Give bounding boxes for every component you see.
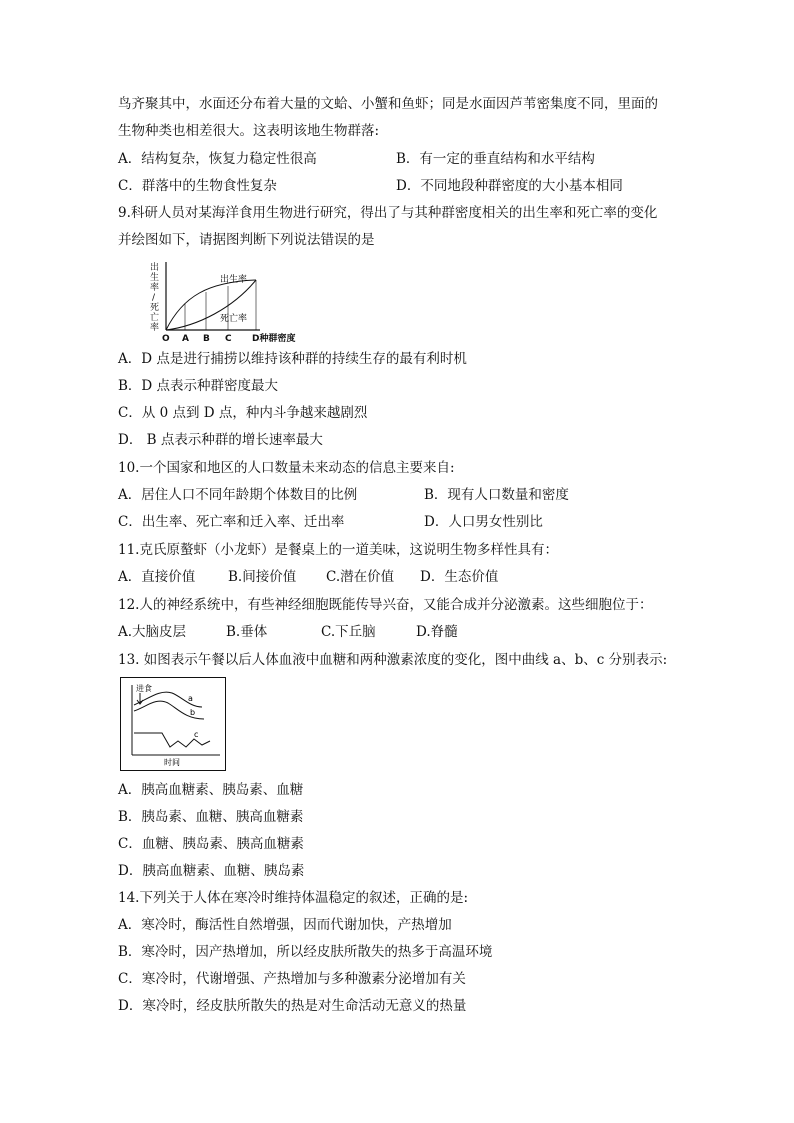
q13-option-b: B．胰岛素、血糖、胰高血糖素 [118, 809, 304, 825]
q12-option-b: B.垂体 [226, 624, 268, 640]
q11-option-a: A．直接价值 [118, 569, 196, 585]
q12-option-a: A.大脑皮层 [118, 624, 187, 640]
death-rate-label: 死亡率 [220, 314, 248, 324]
y-label-char: / [152, 293, 156, 303]
x-tick: B [203, 334, 210, 344]
x-tick: O [162, 334, 170, 344]
q11-option-b: B.间接价值 [228, 569, 297, 585]
q13-option-c: C．血糖、胰岛素、胰高血糖素 [118, 836, 304, 852]
q10-option-a: A．居住人口不同年龄期个体数目的比例 [118, 487, 358, 503]
y-label-char: 出 [150, 263, 160, 273]
q10-option-c: C．出生率、死亡率和迁入率、迁出率 [118, 514, 345, 530]
q14-option-b: B．寒冷时，因产热增加，所以经皮肤所散失的热多于高温环境 [118, 944, 493, 960]
meal-label: 进食 [136, 684, 152, 693]
q14-option-a: A．寒冷时，酶活性自然增强，因而代谢加快，产热增加 [118, 917, 452, 933]
x-tick: A [182, 334, 189, 344]
q9-option-c: C．从 0 点到 D 点，种内斗争越来越剧烈 [118, 405, 368, 421]
q10-stem: 10.一个国家和地区的人口数量未来动态的信息主要来自: [118, 460, 455, 476]
q13-option-a: A．胰高血糖素、胰岛素、血糖 [118, 782, 304, 798]
q13-blood-sugar-figure [120, 677, 226, 771]
q14-option-d: D．寒冷时，经皮肤所散失的热是对生命活动无意义的热量 [118, 998, 467, 1014]
q9-stem-2: 并绘图如下，请据图判断下列说法错误的是 [118, 232, 375, 248]
y-label-char: 率 [150, 283, 160, 293]
q9-option-d: D． B 点表示种群的增长速率最大 [118, 432, 323, 448]
curve-a-label: a [188, 694, 193, 703]
q8-option-b: B．有一定的垂直结构和水平结构 [396, 151, 595, 167]
intro-line-2: 生物种类也相差很大。这表明该地生物群落: [118, 123, 380, 139]
q9-option-a: A．D 点是进行捕捞以维持该种群的持续生存的最有利时机 [118, 351, 467, 367]
q12-stem: 12.人的神经系统中，有些神经细胞既能传导兴奋，又能合成并分泌激素。这些细胞位于： [118, 597, 653, 613]
q14-option-c: C．寒冷时，代谢增强、产热增加与多种激素分泌增加有关 [118, 971, 466, 987]
q11-option-c: C.潜在价值 [326, 569, 395, 585]
x-tick: D种群密度 [252, 334, 296, 344]
q12-option-c: C.下丘脑 [321, 624, 376, 640]
y-label-char: 率 [150, 323, 160, 333]
q9-birth-death-figure [148, 258, 310, 344]
q9-stem-1: 9.科研人员对某海洋食用生物进行研究，得出了与其种群密度相关的出生率和死亡率的变化 [118, 205, 658, 221]
q8-option-d: D．不同地段种群密度的大小基本相同 [396, 178, 623, 194]
x-tick: C [225, 334, 232, 344]
q8-option-c: C．群落中的生物食性复杂 [118, 178, 277, 194]
q11-option-d: D．生态价值 [420, 569, 499, 585]
intro-line-1: 鸟齐聚其中，水面还分布着大量的文蛤、小蟹和鱼虾；同是水面因芦苇密集度不同，里面的 [118, 96, 658, 112]
q10-option-b: B．现有人口数量和密度 [424, 487, 569, 503]
q10-option-d: D．人口男女性别比 [424, 514, 543, 530]
q14-stem: 14.下列关于人体在寒冷时维持体温稳定的叙述，正确的是: [118, 890, 469, 906]
q13-stem: 13. 如图表示午餐以后人体血液中血糖和两种激素浓度的变化，图中曲线 a、b、c 分别表示: [118, 652, 668, 668]
y-label-char: 亡 [150, 313, 160, 323]
y-label-char: 生 [150, 273, 160, 283]
curve-c [134, 733, 210, 747]
q12-option-d: D.脊髓 [416, 624, 458, 640]
q13-option-d: D．胰高血糖素、血糖、胰岛素 [118, 863, 305, 879]
curve-c-label: c [194, 730, 199, 739]
y-label-char: 死 [150, 303, 160, 313]
q11-stem: 11.克氏原螯虾（小龙虾）是餐桌上的一道美味，这说明生物多样性具有： [118, 542, 558, 558]
birth-rate-label: 出生率 [220, 275, 248, 285]
curve-b-label: b [190, 708, 196, 717]
q9-option-b: B．D 点表示种群密度最大 [118, 378, 279, 394]
time-label: 时间 [164, 758, 180, 767]
q8-option-a: A．结构复杂，恢复力稳定性很高 [118, 151, 317, 167]
